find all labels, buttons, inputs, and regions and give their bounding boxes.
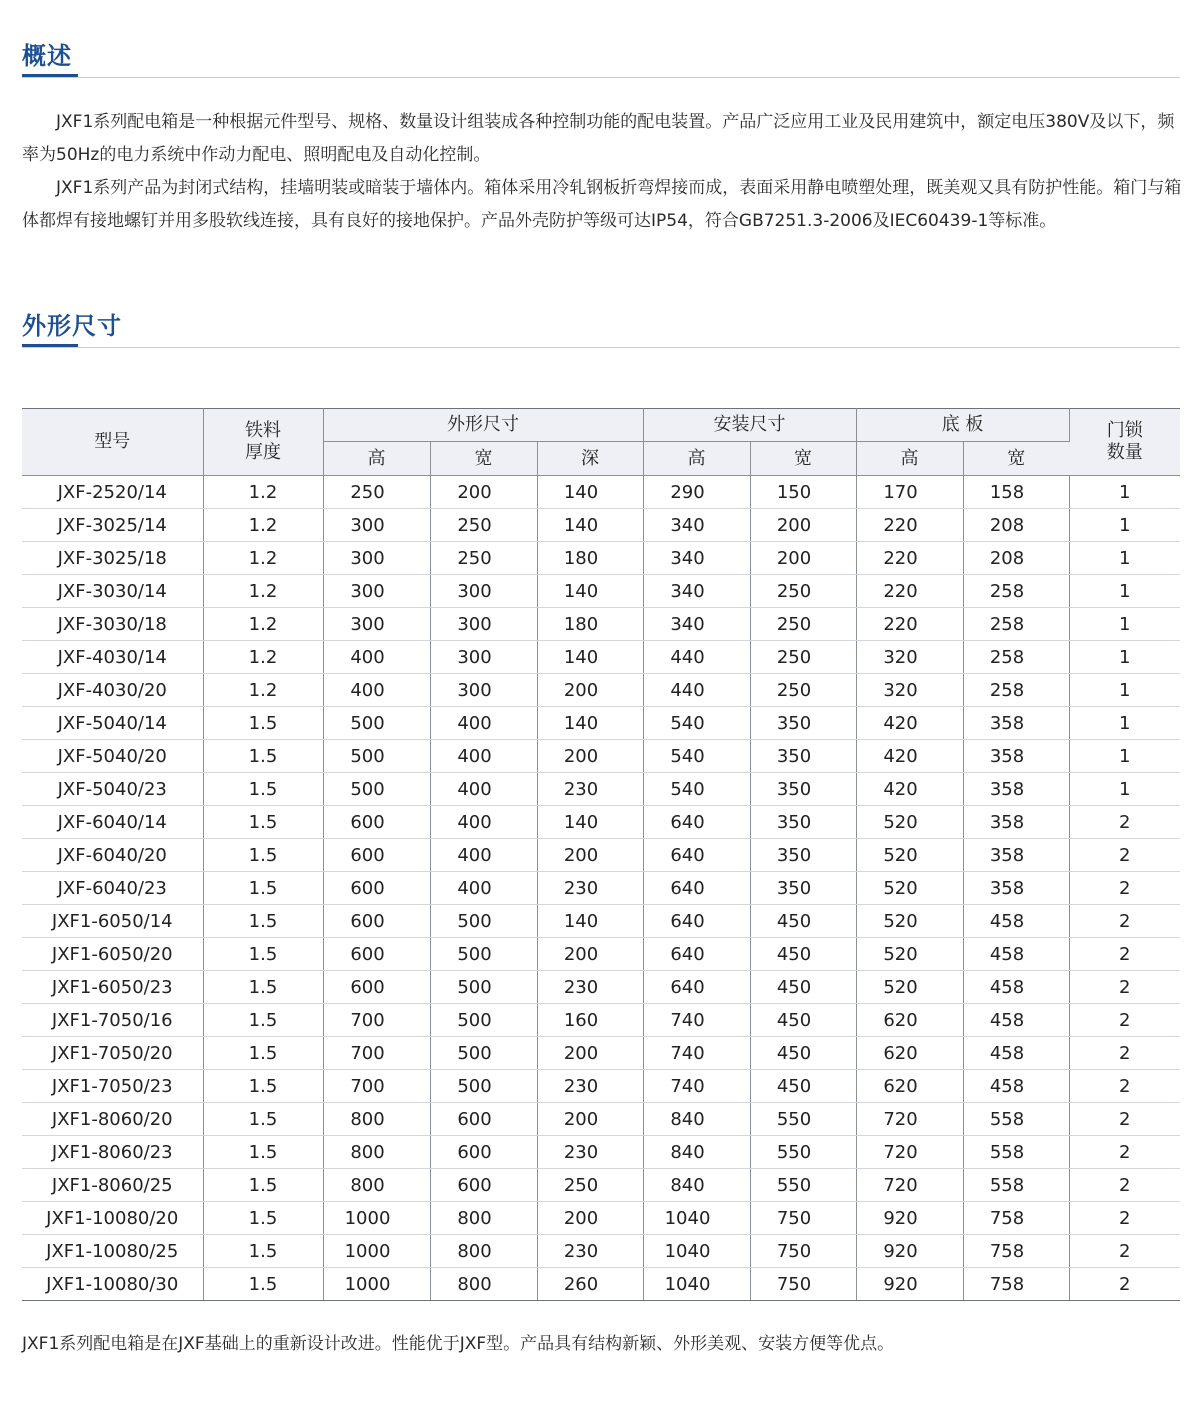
cell-iron-thickness: 1.5 bbox=[203, 938, 323, 971]
cell-install-width: 450 bbox=[750, 1070, 856, 1103]
cell-base-width: 358 bbox=[963, 872, 1069, 905]
cell-install-height: 740 bbox=[643, 1070, 750, 1103]
cell-model: JXF1-10080/25 bbox=[22, 1235, 203, 1268]
cell-base-height: 920 bbox=[856, 1235, 963, 1268]
cell-base-width: 258 bbox=[963, 608, 1069, 641]
cell-install-height: 640 bbox=[643, 839, 750, 872]
cell-base-height: 170 bbox=[856, 476, 963, 509]
cell-iron-thickness: 1.2 bbox=[203, 476, 323, 509]
cell-install-width: 550 bbox=[750, 1169, 856, 1202]
table-row bbox=[22, 476, 1180, 509]
table-row bbox=[22, 1268, 1180, 1301]
cell-outer-width: 500 bbox=[430, 1070, 537, 1103]
cell-install-height: 640 bbox=[643, 872, 750, 905]
cell-iron-thickness: 1.5 bbox=[203, 740, 323, 773]
table-body bbox=[22, 476, 1180, 1301]
cell-model: JXF-5040/20 bbox=[22, 740, 203, 773]
cell-outer-depth: 140 bbox=[537, 806, 643, 839]
cell-install-width: 350 bbox=[750, 707, 856, 740]
cell-model: JXF1-10080/20 bbox=[22, 1202, 203, 1235]
cell-iron-thickness: 1.5 bbox=[203, 1037, 323, 1070]
cell-outer-width: 300 bbox=[430, 674, 537, 707]
cell-install-height: 540 bbox=[643, 773, 750, 806]
table-row bbox=[22, 707, 1180, 740]
cell-base-width: 258 bbox=[963, 575, 1069, 608]
cell-model: JXF-3030/18 bbox=[22, 608, 203, 641]
cell-outer-width: 400 bbox=[430, 740, 537, 773]
cell-iron-thickness: 1.5 bbox=[203, 773, 323, 806]
cell-outer-height: 700 bbox=[323, 1037, 430, 1070]
cell-model: JXF-2520/14 bbox=[22, 476, 203, 509]
cell-model: JXF-5040/14 bbox=[22, 707, 203, 740]
cell-outer-width: 500 bbox=[430, 1037, 537, 1070]
cell-outer-width: 500 bbox=[430, 971, 537, 1004]
cell-base-height: 220 bbox=[856, 608, 963, 641]
cell-outer-width: 800 bbox=[430, 1268, 537, 1301]
cell-base-height: 420 bbox=[856, 707, 963, 740]
cell-base-height: 320 bbox=[856, 674, 963, 707]
cell-model: JXF-6040/14 bbox=[22, 806, 203, 839]
cell-outer-height: 500 bbox=[323, 773, 430, 806]
cell-outer-width: 600 bbox=[430, 1169, 537, 1202]
cell-model: JXF1-7050/23 bbox=[22, 1070, 203, 1103]
cell-outer-depth: 230 bbox=[537, 971, 643, 1004]
cell-iron-thickness: 1.5 bbox=[203, 905, 323, 938]
cell-outer-height: 400 bbox=[323, 641, 430, 674]
cell-base-width: 458 bbox=[963, 938, 1069, 971]
cell-door-lock-count: 1 bbox=[1069, 542, 1180, 575]
cell-outer-height: 500 bbox=[323, 740, 430, 773]
cell-outer-height: 700 bbox=[323, 1070, 430, 1103]
cell-iron-thickness: 1.5 bbox=[203, 1202, 323, 1235]
cell-model: JXF-3030/14 bbox=[22, 575, 203, 608]
cell-outer-width: 500 bbox=[430, 938, 537, 971]
cell-model: JXF1-7050/20 bbox=[22, 1037, 203, 1070]
cell-base-height: 920 bbox=[856, 1268, 963, 1301]
cell-iron-thickness: 1.5 bbox=[203, 872, 323, 905]
cell-door-lock-count: 1 bbox=[1069, 608, 1180, 641]
cell-model: JXF1-8060/25 bbox=[22, 1169, 203, 1202]
cell-base-width: 558 bbox=[963, 1103, 1069, 1136]
table-row bbox=[22, 1136, 1180, 1169]
cell-base-height: 620 bbox=[856, 1070, 963, 1103]
cell-outer-height: 600 bbox=[323, 971, 430, 1004]
header-outer-width: 宽 bbox=[430, 442, 537, 476]
table-row bbox=[22, 1202, 1180, 1235]
overview-paragraph-2: JXF1系列产品为封闭式结构，挂墙明装或暗装于墙体内。箱体采用冷轧钢板折弯焊接而成，表面采用静电喷塑处理，既美观又具有防护性能。箱门与箱体都焊有接地螺钉并用多股软线连接，具有良好的接地保护。产品外壳防护等级可达IP54，符合GB7251.3-2006及IEC60439-1等标准。 bbox=[22, 178, 1182, 231]
cell-outer-depth: 200 bbox=[537, 938, 643, 971]
cell-base-width: 358 bbox=[963, 839, 1069, 872]
cell-base-height: 620 bbox=[856, 1037, 963, 1070]
table-row bbox=[22, 971, 1180, 1004]
cell-door-lock-count: 2 bbox=[1069, 872, 1180, 905]
cell-install-width: 200 bbox=[750, 509, 856, 542]
cell-base-height: 520 bbox=[856, 806, 963, 839]
cell-base-width: 558 bbox=[963, 1136, 1069, 1169]
cell-outer-depth: 250 bbox=[537, 1169, 643, 1202]
cell-install-height: 840 bbox=[643, 1136, 750, 1169]
cell-install-height: 540 bbox=[643, 707, 750, 740]
cell-install-height: 340 bbox=[643, 608, 750, 641]
cell-install-width: 750 bbox=[750, 1202, 856, 1235]
cell-install-width: 150 bbox=[750, 476, 856, 509]
cell-install-width: 350 bbox=[750, 773, 856, 806]
table-row bbox=[22, 872, 1180, 905]
cell-outer-height: 300 bbox=[323, 575, 430, 608]
cell-base-width: 358 bbox=[963, 773, 1069, 806]
cell-base-width: 758 bbox=[963, 1202, 1069, 1235]
cell-install-width: 250 bbox=[750, 674, 856, 707]
cell-outer-depth: 200 bbox=[537, 839, 643, 872]
cell-door-lock-count: 2 bbox=[1069, 1268, 1180, 1301]
cell-install-height: 840 bbox=[643, 1103, 750, 1136]
table-row bbox=[22, 1169, 1180, 1202]
table-row bbox=[22, 1235, 1180, 1268]
header-outer-height: 高 bbox=[323, 442, 430, 476]
cell-base-height: 520 bbox=[856, 839, 963, 872]
cell-base-height: 520 bbox=[856, 905, 963, 938]
cell-base-width: 358 bbox=[963, 740, 1069, 773]
dimensions-title: 外形尺寸 bbox=[22, 310, 1180, 347]
cell-base-width: 458 bbox=[963, 1070, 1069, 1103]
cell-outer-depth: 230 bbox=[537, 872, 643, 905]
cell-base-height: 620 bbox=[856, 1004, 963, 1037]
cell-base-width: 458 bbox=[963, 1037, 1069, 1070]
cell-outer-height: 600 bbox=[323, 806, 430, 839]
cell-base-width: 158 bbox=[963, 476, 1069, 509]
cell-install-height: 1040 bbox=[643, 1202, 750, 1235]
cell-iron-thickness: 1.2 bbox=[203, 509, 323, 542]
cell-outer-height: 250 bbox=[323, 476, 430, 509]
cell-base-width: 258 bbox=[963, 641, 1069, 674]
cell-door-lock-count: 2 bbox=[1069, 971, 1180, 1004]
cell-iron-thickness: 1.5 bbox=[203, 1004, 323, 1037]
cell-install-height: 640 bbox=[643, 905, 750, 938]
cell-install-height: 1040 bbox=[643, 1235, 750, 1268]
cell-install-width: 450 bbox=[750, 971, 856, 1004]
overview-paragraph-1: JXF1系列配电箱是一种根据元件型号、规格、数量设计组装成各种控制功能的配电装置。产品广泛应用工业及民用建筑中，额定电压380V及以下，频率为50Hz的电力系统中作动力配电、照明配电及自动化控制。 bbox=[22, 112, 1175, 165]
cell-door-lock-count: 1 bbox=[1069, 674, 1180, 707]
cell-door-lock-count: 2 bbox=[1069, 1169, 1180, 1202]
cell-outer-width: 400 bbox=[430, 806, 537, 839]
cell-base-width: 458 bbox=[963, 971, 1069, 1004]
cell-door-lock-count: 2 bbox=[1069, 938, 1180, 971]
cell-outer-height: 1000 bbox=[323, 1235, 430, 1268]
cell-model: JXF1-6050/23 bbox=[22, 971, 203, 1004]
header-outer-size: 外形尺寸 bbox=[323, 409, 643, 442]
cell-outer-depth: 200 bbox=[537, 740, 643, 773]
cell-iron-thickness: 1.5 bbox=[203, 1103, 323, 1136]
cell-install-width: 250 bbox=[750, 641, 856, 674]
cell-iron-thickness: 1.2 bbox=[203, 608, 323, 641]
cell-base-width: 208 bbox=[963, 542, 1069, 575]
header-base-height: 高 bbox=[856, 442, 963, 476]
table-row bbox=[22, 1037, 1180, 1070]
cell-outer-depth: 200 bbox=[537, 674, 643, 707]
table-row bbox=[22, 542, 1180, 575]
cell-install-height: 840 bbox=[643, 1169, 750, 1202]
cell-iron-thickness: 1.2 bbox=[203, 641, 323, 674]
cell-install-width: 250 bbox=[750, 575, 856, 608]
table-row bbox=[22, 575, 1180, 608]
cell-model: JXF-4030/20 bbox=[22, 674, 203, 707]
cell-outer-depth: 200 bbox=[537, 1103, 643, 1136]
header-iron-thickness: 铁料厚度 bbox=[203, 409, 323, 476]
cell-base-height: 720 bbox=[856, 1169, 963, 1202]
cell-door-lock-count: 1 bbox=[1069, 740, 1180, 773]
cell-iron-thickness: 1.5 bbox=[203, 1169, 323, 1202]
cell-base-height: 420 bbox=[856, 740, 963, 773]
cell-outer-width: 400 bbox=[430, 773, 537, 806]
cell-install-height: 290 bbox=[643, 476, 750, 509]
cell-outer-height: 1000 bbox=[323, 1202, 430, 1235]
cell-iron-thickness: 1.5 bbox=[203, 1070, 323, 1103]
table-row bbox=[22, 608, 1180, 641]
table-row bbox=[22, 1103, 1180, 1136]
cell-outer-depth: 260 bbox=[537, 1268, 643, 1301]
cell-outer-height: 400 bbox=[323, 674, 430, 707]
cell-outer-height: 600 bbox=[323, 872, 430, 905]
overview-title: 概述 bbox=[22, 40, 1180, 77]
cell-model: JXF-6040/23 bbox=[22, 872, 203, 905]
cell-outer-height: 1000 bbox=[323, 1268, 430, 1301]
cell-outer-width: 800 bbox=[430, 1202, 537, 1235]
cell-door-lock-count: 2 bbox=[1069, 1235, 1180, 1268]
cell-door-lock-count: 2 bbox=[1069, 1103, 1180, 1136]
cell-install-height: 340 bbox=[643, 509, 750, 542]
cell-door-lock-count: 1 bbox=[1069, 707, 1180, 740]
cell-outer-height: 800 bbox=[323, 1136, 430, 1169]
header-install-size: 安装尺寸 bbox=[643, 409, 856, 442]
cell-install-width: 200 bbox=[750, 542, 856, 575]
cell-base-height: 220 bbox=[856, 575, 963, 608]
cell-outer-width: 250 bbox=[430, 542, 537, 575]
cell-outer-depth: 140 bbox=[537, 905, 643, 938]
header-base-plate: 底 板 bbox=[856, 409, 1069, 442]
cell-base-width: 258 bbox=[963, 674, 1069, 707]
dimensions-table bbox=[22, 408, 1180, 1301]
cell-install-width: 350 bbox=[750, 740, 856, 773]
cell-outer-width: 500 bbox=[430, 1004, 537, 1037]
cell-model: JXF1-7050/16 bbox=[22, 1004, 203, 1037]
cell-outer-depth: 140 bbox=[537, 476, 643, 509]
table-row bbox=[22, 641, 1180, 674]
cell-outer-depth: 200 bbox=[537, 1037, 643, 1070]
table-row bbox=[22, 773, 1180, 806]
cell-outer-height: 500 bbox=[323, 707, 430, 740]
cell-outer-width: 500 bbox=[430, 905, 537, 938]
cell-base-height: 520 bbox=[856, 872, 963, 905]
table-row bbox=[22, 1070, 1180, 1103]
cell-model: JXF-5040/23 bbox=[22, 773, 203, 806]
cell-outer-depth: 140 bbox=[537, 641, 643, 674]
cell-door-lock-count: 2 bbox=[1069, 1136, 1180, 1169]
cell-iron-thickness: 1.2 bbox=[203, 542, 323, 575]
cell-install-width: 450 bbox=[750, 905, 856, 938]
cell-base-height: 720 bbox=[856, 1136, 963, 1169]
cell-model: JXF1-8060/20 bbox=[22, 1103, 203, 1136]
cell-base-width: 458 bbox=[963, 905, 1069, 938]
cell-outer-depth: 140 bbox=[537, 509, 643, 542]
table-row bbox=[22, 938, 1180, 971]
overview-section-header bbox=[22, 40, 1180, 78]
dimensions-section-header bbox=[22, 310, 1180, 348]
cell-model: JXF-4030/14 bbox=[22, 641, 203, 674]
cell-base-width: 758 bbox=[963, 1268, 1069, 1301]
cell-outer-width: 600 bbox=[430, 1103, 537, 1136]
cell-outer-height: 600 bbox=[323, 839, 430, 872]
cell-door-lock-count: 2 bbox=[1069, 806, 1180, 839]
cell-iron-thickness: 1.5 bbox=[203, 1268, 323, 1301]
table-row bbox=[22, 1004, 1180, 1037]
cell-outer-depth: 230 bbox=[537, 773, 643, 806]
cell-outer-height: 700 bbox=[323, 1004, 430, 1037]
table-row bbox=[22, 509, 1180, 542]
cell-outer-depth: 230 bbox=[537, 1070, 643, 1103]
cell-door-lock-count: 2 bbox=[1069, 905, 1180, 938]
cell-iron-thickness: 1.5 bbox=[203, 806, 323, 839]
cell-base-width: 558 bbox=[963, 1169, 1069, 1202]
cell-outer-depth: 180 bbox=[537, 542, 643, 575]
cell-door-lock-count: 1 bbox=[1069, 773, 1180, 806]
cell-iron-thickness: 1.5 bbox=[203, 839, 323, 872]
cell-door-lock-count: 2 bbox=[1069, 1037, 1180, 1070]
cell-iron-thickness: 1.2 bbox=[203, 575, 323, 608]
cell-iron-thickness: 1.5 bbox=[203, 707, 323, 740]
cell-iron-thickness: 1.2 bbox=[203, 674, 323, 707]
cell-door-lock-count: 1 bbox=[1069, 476, 1180, 509]
cell-install-width: 550 bbox=[750, 1136, 856, 1169]
cell-outer-width: 300 bbox=[430, 608, 537, 641]
cell-door-lock-count: 1 bbox=[1069, 641, 1180, 674]
cell-outer-height: 600 bbox=[323, 938, 430, 971]
cell-outer-height: 300 bbox=[323, 542, 430, 575]
cell-outer-width: 200 bbox=[430, 476, 537, 509]
cell-install-height: 1040 bbox=[643, 1268, 750, 1301]
cell-outer-width: 400 bbox=[430, 839, 537, 872]
cell-install-height: 440 bbox=[643, 641, 750, 674]
cell-install-width: 450 bbox=[750, 1004, 856, 1037]
cell-door-lock-count: 1 bbox=[1069, 509, 1180, 542]
cell-door-lock-count: 1 bbox=[1069, 575, 1180, 608]
cell-base-height: 220 bbox=[856, 542, 963, 575]
cell-install-width: 350 bbox=[750, 806, 856, 839]
cell-install-height: 340 bbox=[643, 575, 750, 608]
cell-install-width: 350 bbox=[750, 872, 856, 905]
cell-door-lock-count: 2 bbox=[1069, 839, 1180, 872]
header-model: 型号 bbox=[22, 409, 203, 476]
cell-outer-height: 800 bbox=[323, 1169, 430, 1202]
cell-outer-width: 250 bbox=[430, 509, 537, 542]
table-row bbox=[22, 674, 1180, 707]
cell-install-width: 750 bbox=[750, 1268, 856, 1301]
cell-install-width: 450 bbox=[750, 1037, 856, 1070]
cell-outer-width: 800 bbox=[430, 1235, 537, 1268]
cell-door-lock-count: 2 bbox=[1069, 1070, 1180, 1103]
cell-install-height: 340 bbox=[643, 542, 750, 575]
cell-install-width: 350 bbox=[750, 839, 856, 872]
cell-outer-width: 400 bbox=[430, 707, 537, 740]
cell-outer-width: 300 bbox=[430, 641, 537, 674]
cell-base-width: 358 bbox=[963, 806, 1069, 839]
cell-base-width: 458 bbox=[963, 1004, 1069, 1037]
table-row bbox=[22, 905, 1180, 938]
cell-outer-depth: 200 bbox=[537, 1202, 643, 1235]
cell-model: JXF1-8060/23 bbox=[22, 1136, 203, 1169]
cell-outer-height: 600 bbox=[323, 905, 430, 938]
cell-install-height: 740 bbox=[643, 1004, 750, 1037]
cell-base-width: 208 bbox=[963, 509, 1069, 542]
cell-install-width: 550 bbox=[750, 1103, 856, 1136]
cell-install-width: 450 bbox=[750, 938, 856, 971]
cell-install-width: 250 bbox=[750, 608, 856, 641]
table-header bbox=[22, 409, 1180, 476]
cell-model: JXF1-6050/14 bbox=[22, 905, 203, 938]
cell-outer-depth: 180 bbox=[537, 608, 643, 641]
cell-outer-height: 300 bbox=[323, 509, 430, 542]
cell-base-height: 720 bbox=[856, 1103, 963, 1136]
table-row bbox=[22, 806, 1180, 839]
table-row bbox=[22, 740, 1180, 773]
footnote-text: JXF1系列配电箱是在JXF基础上的重新设计改进。性能优于JXF型。产品具有结构新颖、外形美观、安装方便等优点。 bbox=[22, 1334, 895, 1354]
table-row bbox=[22, 839, 1180, 872]
cell-outer-depth: 140 bbox=[537, 707, 643, 740]
cell-model: JXF1-10080/30 bbox=[22, 1268, 203, 1301]
cell-install-height: 740 bbox=[643, 1037, 750, 1070]
cell-model: JXF-3025/18 bbox=[22, 542, 203, 575]
cell-model: JXF1-6050/20 bbox=[22, 938, 203, 971]
header-door-lock-count: 门锁数量 bbox=[1069, 409, 1180, 476]
cell-door-lock-count: 2 bbox=[1069, 1202, 1180, 1235]
cell-door-lock-count: 2 bbox=[1069, 1004, 1180, 1037]
cell-outer-depth: 160 bbox=[537, 1004, 643, 1037]
cell-install-height: 640 bbox=[643, 806, 750, 839]
cell-outer-height: 300 bbox=[323, 608, 430, 641]
cell-iron-thickness: 1.5 bbox=[203, 1235, 323, 1268]
cell-outer-depth: 230 bbox=[537, 1136, 643, 1169]
cell-base-width: 358 bbox=[963, 707, 1069, 740]
cell-iron-thickness: 1.5 bbox=[203, 971, 323, 1004]
cell-outer-depth: 230 bbox=[537, 1235, 643, 1268]
cell-install-width: 750 bbox=[750, 1235, 856, 1268]
cell-base-width: 758 bbox=[963, 1235, 1069, 1268]
header-install-height: 高 bbox=[643, 442, 750, 476]
cell-base-height: 520 bbox=[856, 938, 963, 971]
cell-outer-width: 300 bbox=[430, 575, 537, 608]
header-base-width: 宽 bbox=[963, 442, 1069, 476]
cell-base-height: 920 bbox=[856, 1202, 963, 1235]
cell-model: JXF-6040/20 bbox=[22, 839, 203, 872]
cell-base-height: 420 bbox=[856, 773, 963, 806]
header-outer-depth: 深 bbox=[537, 442, 643, 476]
cell-base-height: 320 bbox=[856, 641, 963, 674]
cell-outer-height: 800 bbox=[323, 1103, 430, 1136]
cell-outer-width: 400 bbox=[430, 872, 537, 905]
cell-outer-depth: 140 bbox=[537, 575, 643, 608]
cell-install-height: 540 bbox=[643, 740, 750, 773]
cell-outer-width: 600 bbox=[430, 1136, 537, 1169]
cell-model: JXF-3025/14 bbox=[22, 509, 203, 542]
cell-base-height: 520 bbox=[856, 971, 963, 1004]
cell-install-height: 440 bbox=[643, 674, 750, 707]
cell-install-height: 640 bbox=[643, 938, 750, 971]
cell-install-height: 640 bbox=[643, 971, 750, 1004]
header-install-width: 宽 bbox=[750, 442, 856, 476]
cell-iron-thickness: 1.5 bbox=[203, 1136, 323, 1169]
cell-base-height: 220 bbox=[856, 509, 963, 542]
